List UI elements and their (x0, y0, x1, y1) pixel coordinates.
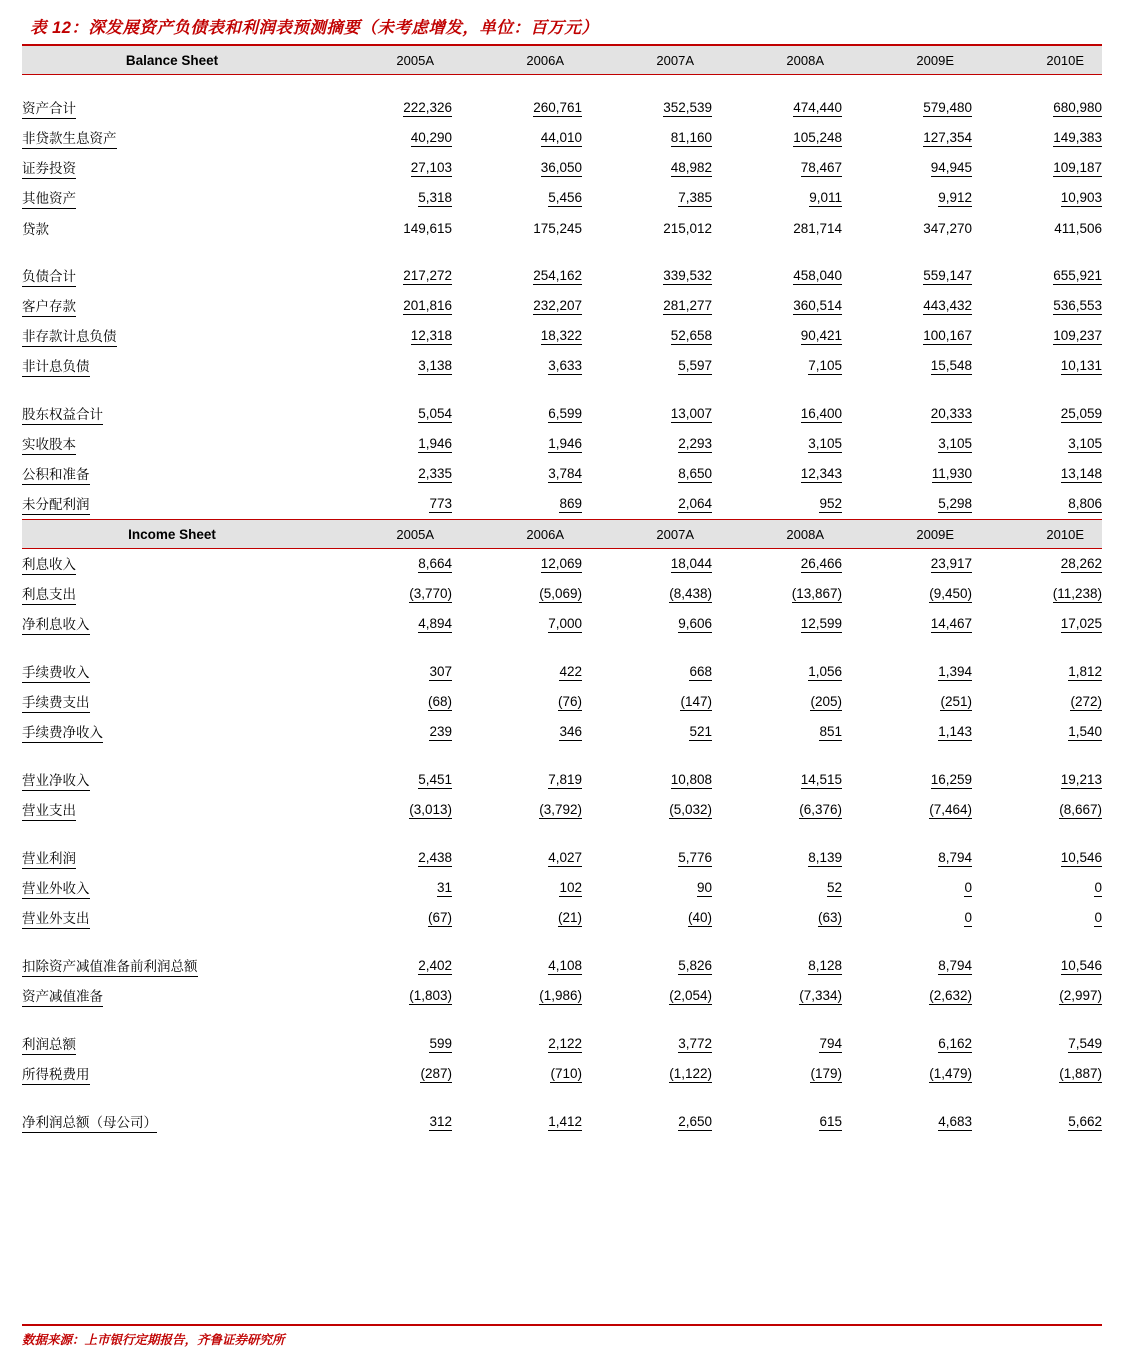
column-header: 2005A (322, 46, 452, 75)
row-value: 8,794 (938, 849, 972, 865)
row-value: 5,451 (418, 771, 452, 787)
row-value: 4,894 (418, 615, 452, 631)
row-value: 18,322 (540, 327, 582, 343)
row-label: 资产减值准备 (22, 981, 322, 1011)
row-value: 458,040 (793, 267, 842, 283)
row-value: 7,385 (678, 189, 712, 205)
table-row (22, 717, 1102, 747)
row-value: 215,012 (663, 220, 712, 236)
section-header-label: Income Sheet (22, 520, 322, 549)
row-value: 5,456 (548, 189, 582, 205)
row-label: 证券投资 (22, 153, 322, 183)
row-value: 536,553 (1053, 297, 1102, 313)
row-value: 794 (819, 1035, 842, 1051)
row-value: 26,466 (800, 555, 842, 571)
row-value: 17,025 (1060, 615, 1102, 631)
row-label: 所得税费用 (22, 1059, 322, 1089)
table-row (22, 93, 1102, 123)
row-value: 52,658 (670, 327, 712, 343)
row-value: 0 (1094, 879, 1102, 895)
row-value: (1,986) (539, 987, 582, 1003)
row-label: 营业外收入 (22, 873, 322, 903)
row-value: 11,930 (931, 465, 972, 481)
row-label: 营业支出 (22, 795, 322, 825)
row-label: 客户存款 (22, 291, 322, 321)
table-row (22, 609, 1102, 639)
row-value: 5,318 (418, 189, 452, 205)
row-value: 90,421 (800, 327, 842, 343)
row-value: 3,105 (1068, 435, 1102, 451)
row-value: (1,803) (409, 987, 452, 1003)
row-value: 109,237 (1053, 327, 1102, 343)
table-row (22, 765, 1102, 795)
row-value: 10,131 (1060, 357, 1102, 373)
row-value: (272) (1070, 693, 1102, 709)
row-value: 599 (429, 1035, 452, 1051)
table-row (22, 981, 1102, 1011)
row-value: 411,506 (1054, 220, 1102, 236)
row-value: (1,479) (929, 1065, 972, 1081)
row-value: (2,054) (669, 987, 712, 1003)
row-value: 347,270 (923, 220, 972, 236)
column-header: 2006A (452, 520, 582, 549)
financial-table (22, 44, 1102, 1137)
table-spacer-row (22, 933, 1102, 951)
column-header: 2010E (972, 46, 1102, 75)
row-value: (2,997) (1059, 987, 1102, 1003)
row-value: 6,162 (938, 1035, 972, 1051)
table-row (22, 873, 1102, 903)
table-row (22, 321, 1102, 351)
row-value: 260,761 (533, 99, 582, 115)
row-value: 239 (429, 723, 452, 739)
column-header: 2007A (582, 520, 712, 549)
table-row (22, 549, 1102, 579)
row-label: 贷款 (22, 222, 49, 237)
row-label: 营业净收入 (22, 765, 322, 795)
row-value: 201,816 (403, 297, 452, 313)
row-value: 2,064 (678, 495, 712, 511)
table-spacer-row (22, 75, 1102, 93)
row-value: 10,546 (1060, 957, 1102, 973)
table-row (22, 459, 1102, 489)
row-label: 非贷款生息资产 (22, 123, 322, 153)
row-value: 254,162 (533, 267, 582, 283)
row-label: 利润总额 (22, 1029, 322, 1059)
row-label: 净利润总额（母公司） (22, 1107, 322, 1137)
row-value: 10,546 (1060, 849, 1102, 865)
row-value: 668 (689, 663, 712, 679)
row-value: 149,383 (1053, 129, 1102, 145)
row-value: (68) (427, 693, 452, 709)
row-value: 8,794 (938, 957, 972, 973)
row-value: 1,946 (548, 435, 582, 451)
column-header: 2008A (712, 46, 842, 75)
page-title: 表 12：深发展资产负债表和利润表预测摘要（未考虑增发，单位：百万元） (30, 19, 599, 37)
table-row (22, 1107, 1102, 1137)
row-value: 10,808 (670, 771, 712, 787)
row-label: 利息支出 (22, 579, 322, 609)
row-value: 281,277 (663, 297, 712, 313)
row-value: 579,480 (923, 99, 972, 115)
column-header: 2005A (322, 520, 452, 549)
row-value: 127,354 (923, 129, 972, 145)
row-label: 其他资产 (22, 183, 322, 213)
row-value: 2,438 (418, 849, 452, 865)
row-value: 12,069 (540, 555, 582, 571)
row-value: 4,108 (548, 957, 582, 973)
row-value: 16,259 (930, 771, 972, 787)
row-value: 23,917 (930, 555, 972, 571)
table-row (22, 351, 1102, 381)
row-value: (5,032) (669, 801, 712, 817)
row-value: 952 (819, 495, 842, 511)
source-note: 数据来源：上市银行定期报告，齐鲁证券研究所 (22, 1333, 285, 1347)
bottom-rule (22, 1324, 1102, 1326)
row-value: 559,147 (923, 267, 972, 283)
table-row (22, 657, 1102, 687)
table-row (22, 183, 1102, 213)
row-value: 8,664 (418, 555, 452, 571)
table-row (22, 903, 1102, 933)
row-value: 94,945 (930, 159, 972, 175)
row-value: 0 (1094, 909, 1102, 925)
row-label: 营业利润 (22, 843, 322, 873)
row-value: 222,326 (403, 99, 452, 115)
row-value: 9,606 (678, 615, 712, 631)
row-value: 1,946 (418, 435, 452, 451)
row-label: 手续费收入 (22, 657, 322, 687)
row-value: (205) (810, 693, 842, 709)
row-label: 资产合计 (22, 93, 322, 123)
row-value: 5,298 (938, 495, 972, 511)
row-value: 352,539 (663, 99, 712, 115)
column-header: 2010E (972, 520, 1102, 549)
row-value: (13,867) (791, 585, 842, 601)
table-spacer-row (22, 747, 1102, 765)
row-value: 3,105 (938, 435, 972, 451)
row-value: 40,290 (410, 129, 452, 145)
row-value: 869 (559, 495, 582, 511)
row-value: (40) (687, 909, 712, 925)
row-value: 8,650 (678, 465, 712, 481)
row-value: 2,650 (678, 1113, 712, 1129)
row-value: (6,376) (799, 801, 842, 817)
row-value: (76) (557, 693, 582, 709)
row-value: 7,000 (548, 615, 582, 631)
table-spacer-row (22, 825, 1102, 843)
row-value: 149,615 (403, 220, 452, 236)
row-value: 1,143 (938, 723, 972, 739)
row-value: 1,056 (808, 663, 842, 679)
row-value: (710) (550, 1065, 582, 1081)
row-value: (67) (427, 909, 452, 925)
table-row (22, 123, 1102, 153)
row-value: 474,440 (793, 99, 842, 115)
row-value: 7,819 (548, 771, 582, 787)
table-row (22, 153, 1102, 183)
row-value: 105,248 (793, 129, 842, 145)
row-value: 2,293 (678, 435, 712, 451)
table-row (22, 687, 1102, 717)
row-value: 27,103 (410, 159, 452, 175)
row-value: 12,318 (410, 327, 452, 343)
row-value: (2,632) (929, 987, 972, 1003)
row-value: 8,806 (1068, 495, 1102, 511)
column-header: 2006A (452, 46, 582, 75)
row-value: 9,912 (938, 189, 972, 205)
row-value: (3,792) (539, 801, 582, 817)
row-value: 44,010 (540, 129, 582, 145)
table-spacer-row (22, 243, 1102, 261)
row-value: 28,262 (1060, 555, 1102, 571)
row-value: 346 (559, 723, 582, 739)
row-value: 90 (696, 879, 712, 895)
row-value: (1,122) (669, 1065, 712, 1081)
row-value: 0 (964, 879, 972, 895)
row-label: 非计息负债 (22, 351, 322, 381)
row-value: 5,776 (678, 849, 712, 865)
section-header-label: Balance Sheet (22, 46, 322, 75)
row-value: 443,432 (923, 297, 972, 313)
table-row (22, 795, 1102, 825)
row-value: 7,105 (808, 357, 842, 373)
row-value: 615 (819, 1113, 842, 1129)
row-value: 3,633 (548, 357, 582, 373)
row-value: 109,187 (1053, 159, 1102, 175)
row-value: 12,343 (800, 465, 842, 481)
table-header-row (22, 520, 1102, 549)
row-value: (8,438) (669, 585, 712, 601)
row-label: 利息收入 (22, 549, 322, 579)
row-value: 339,532 (663, 267, 712, 283)
row-value: 15,548 (930, 357, 972, 373)
row-value: (179) (810, 1065, 842, 1081)
row-value: 14,515 (800, 771, 842, 787)
row-value: 102 (559, 879, 582, 895)
table-row (22, 1029, 1102, 1059)
row-value: (8,667) (1059, 801, 1102, 817)
table-row (22, 213, 1102, 243)
row-value: 25,059 (1060, 405, 1102, 421)
row-value: (251) (940, 693, 972, 709)
row-value: (11,238) (1052, 585, 1102, 601)
table-header-row (22, 46, 1102, 75)
table-spacer-row (22, 381, 1102, 399)
row-value: 851 (819, 723, 842, 739)
row-label: 实收股本 (22, 429, 322, 459)
row-label: 未分配利润 (22, 489, 322, 520)
row-value: 3,784 (548, 465, 582, 481)
row-value: 52 (826, 879, 842, 895)
row-value: (21) (557, 909, 582, 925)
row-value: 281,714 (793, 220, 842, 236)
row-value: 10,903 (1060, 189, 1102, 205)
row-value: 100,167 (923, 327, 972, 343)
row-value: 5,597 (678, 357, 712, 373)
row-value: 16,400 (800, 405, 842, 421)
row-value: 1,412 (548, 1113, 582, 1129)
row-value: 3,772 (678, 1035, 712, 1051)
row-value: 422 (559, 663, 582, 679)
row-value: (147) (680, 693, 712, 709)
row-value: 5,662 (1068, 1113, 1102, 1129)
row-value: 2,122 (548, 1035, 582, 1051)
row-value: 312 (429, 1113, 452, 1129)
row-value: 5,826 (678, 957, 712, 973)
row-value: 5,054 (418, 405, 452, 421)
table-row (22, 261, 1102, 291)
row-value: 18,044 (670, 555, 712, 571)
table-row (22, 579, 1102, 609)
row-value: 8,139 (808, 849, 842, 865)
row-value: 3,138 (418, 357, 452, 373)
row-label: 负债合计 (22, 261, 322, 291)
row-value: 4,683 (938, 1113, 972, 1129)
row-value: 307 (429, 663, 452, 679)
table-row (22, 291, 1102, 321)
row-value: 13,007 (670, 405, 712, 421)
row-value: 1,540 (1068, 723, 1102, 739)
row-label: 非存款计息负债 (22, 321, 322, 351)
row-value: (63) (817, 909, 842, 925)
row-value: 6,599 (548, 405, 582, 421)
table-row (22, 843, 1102, 873)
row-value: 773 (429, 495, 452, 511)
row-value: 1,812 (1068, 663, 1102, 679)
table-row (22, 429, 1102, 459)
row-value: 20,333 (930, 405, 972, 421)
row-value: 48,982 (670, 159, 712, 175)
row-value: (5,069) (539, 585, 582, 601)
row-value: 81,160 (670, 129, 712, 145)
row-value: 175,245 (533, 220, 582, 236)
row-label: 公积和准备 (22, 459, 322, 489)
row-value: 217,272 (403, 267, 452, 283)
column-header: 2007A (582, 46, 712, 75)
row-label: 扣除资产减值准备前利润总额 (22, 951, 322, 981)
table-spacer-row (22, 639, 1102, 657)
row-value: 2,335 (418, 465, 452, 481)
row-value: (9,450) (929, 585, 972, 601)
row-label: 手续费支出 (22, 687, 322, 717)
row-value: 521 (689, 723, 712, 739)
row-label: 净利息收入 (22, 609, 322, 639)
row-value: 14,467 (930, 615, 972, 631)
row-value: (7,464) (929, 801, 972, 817)
row-value: 13,148 (1060, 465, 1102, 481)
table-row (22, 489, 1102, 520)
row-value: 0 (964, 909, 972, 925)
table-row (22, 951, 1102, 981)
row-value: (3,013) (409, 801, 452, 817)
row-value: (287) (420, 1065, 452, 1081)
row-value: (7,334) (799, 987, 842, 1003)
row-value: 3,105 (808, 435, 842, 451)
table-spacer-row (22, 1089, 1102, 1107)
table-spacer-row (22, 1011, 1102, 1029)
row-value: 360,514 (793, 297, 842, 313)
row-value: 232,207 (533, 297, 582, 313)
row-value: 19,213 (1060, 771, 1102, 787)
row-value: (1,887) (1059, 1065, 1102, 1081)
row-value: (3,770) (409, 585, 452, 601)
row-value: 2,402 (418, 957, 452, 973)
row-value: 4,027 (548, 849, 582, 865)
row-value: 36,050 (540, 159, 582, 175)
row-value: 1,394 (938, 663, 972, 679)
row-value: 9,011 (809, 189, 842, 205)
column-header: 2008A (712, 520, 842, 549)
column-header: 2009E (842, 46, 972, 75)
row-label: 股东权益合计 (22, 399, 322, 429)
row-value: 655,921 (1053, 267, 1102, 283)
table-row (22, 399, 1102, 429)
row-value: 8,128 (808, 957, 842, 973)
row-value: 31 (436, 879, 452, 895)
row-value: 7,549 (1068, 1035, 1102, 1051)
row-value: 680,980 (1053, 99, 1102, 115)
row-label: 营业外支出 (22, 903, 322, 933)
row-value: 78,467 (800, 159, 842, 175)
row-label: 手续费净收入 (22, 717, 322, 747)
table-row (22, 1059, 1102, 1089)
row-value: 12,599 (800, 615, 842, 631)
column-header: 2009E (842, 520, 972, 549)
